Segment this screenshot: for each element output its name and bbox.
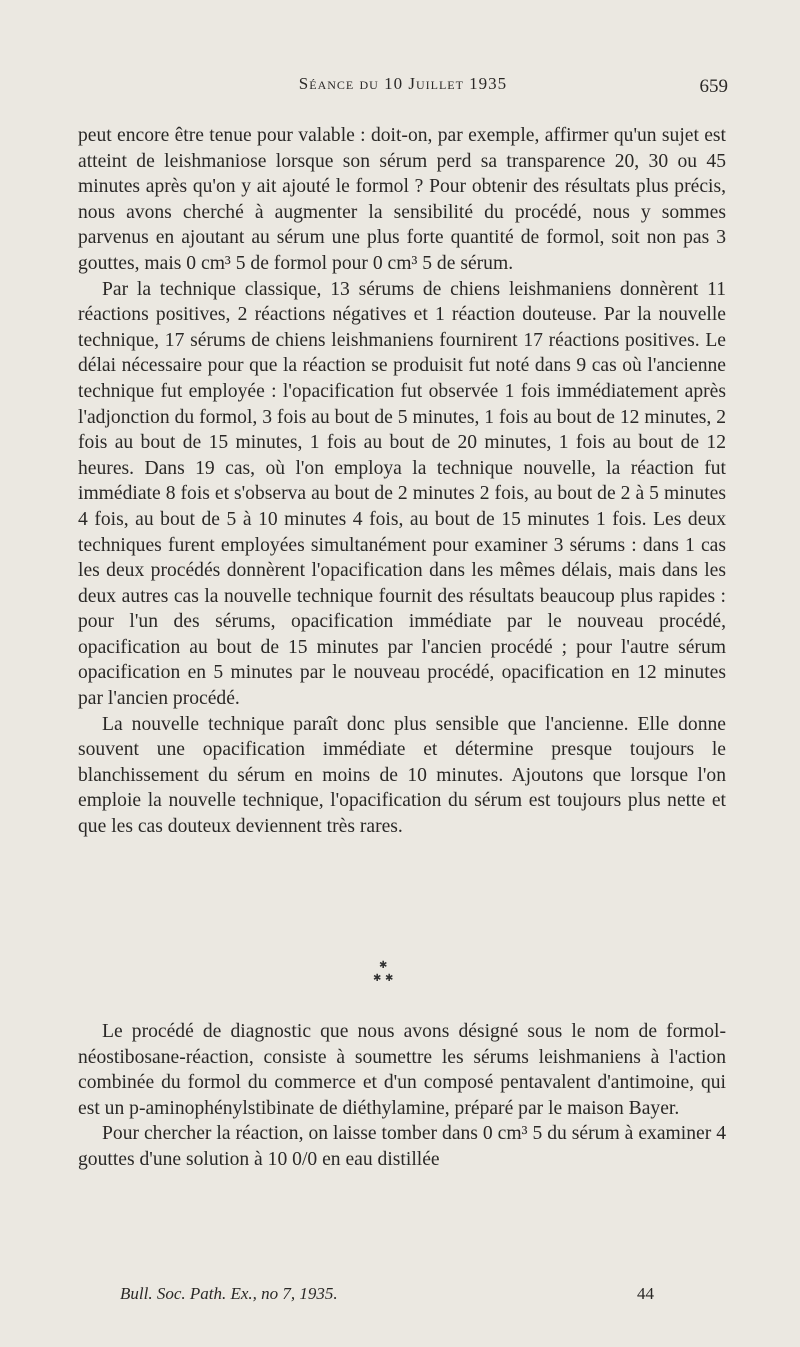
paragraph: La nouvelle technique paraît donc plus sensible que l'ancienne. Elle donne souvent une opacification immédiate et détermine presque toujours le blanchissement du sérum en moins de 10 minutes. Ajoutons que lorsque l'on emploie la nouvelle technique, l'opacification du sérum est toujours plus nette et que les cas douteux deviennent très rares. xyxy=(78,713,726,838)
paragraph: Pour chercher la réaction, on laisse tomber dans 0 cm³ 5 du sérum à examiner 4 gouttes d'une solution à 10 0/0 en eau distillée xyxy=(78,1123,726,1170)
paragraph-continued: peut encore être tenue pour valable : doit-on, par exemple, affirmer qu'un sujet est atteint de leishmaniose lorsque son sérum perd sa transparence 20, 30 ou 45 minutes après qu'on y ait ajouté le formol ? Pour obtenir des résultats plus précis, nous avons cherché à augmenter la sensibilité du procédé, nous y sommes parvenus en ajoutant au sérum une plus forte quantité de formol, soit non pas 3 gouttes, mais 0 cm³ 5 de formol pour 0 cm³ 5 de sérum. xyxy=(78,125,726,274)
signature-mark: 44 xyxy=(637,1284,654,1303)
page-header xyxy=(78,74,728,104)
running-title: Séance du 10 Juillet 1935 xyxy=(298,74,508,93)
journal-citation: Bull. Soc. Path. Ex., no 7, 1935. xyxy=(120,1284,338,1303)
asterisk-icon: ✱ xyxy=(373,973,382,984)
page-number: 659 xyxy=(699,76,728,97)
asterism-separator xyxy=(366,960,406,996)
section-text xyxy=(78,1019,726,1173)
page-footer xyxy=(120,1284,680,1308)
main-text xyxy=(78,123,726,840)
asterisk-icon: ✱ xyxy=(379,960,388,971)
asterisk-icon: ✱ xyxy=(385,973,394,984)
paragraph: Par la technique classique, 13 sérums de chiens leishmaniens donnèrent 11 réactions positives, 2 réactions négatives et 1 réaction douteuse. Par la nouvelle technique, 17 sérums de chiens leishmaniens fournirent 17 réactions positives. Le délai nécessaire pour que la réaction se produisit fut noté dans 9 cas où l'ancienne technique fut employée : l'opacification fut observée 1 fois immédiatement après l'adjonction du formol, 3 fois au bout de 5 minutes, 1 fois au bout de 12 minutes, 2 fois au bout de 15 minutes, 1 fois au bout de 20 minutes, 1 fois au bout de 12 heures. Dans 19 cas, où l'on employa la technique nouvelle, la réaction fut immédiate 8 fois et s'observa au bout de 2 minutes 2 fois, au bout de 2 à 5 minutes 4 fois, au bout de 5 à 10 minutes 4 fois, au bout de 15 minutes 1 fois. Les deux techniques furent employées simultanément pour examiner 3 sérums : dans 1 cas les deux procédés donnèrent l'opacification dans les mêmes délais, mais dans les deux autres cas la nouvelle technique fournit des résultats beaucoup plus rapides : pour l'un des sérums, opacification immédiate par le nouveau procédé, opacification au bout de 15 minutes par l'ancien procédé ; pour l'autre sérum opacification en 5 minutes par le nouveau procédé, opacification en 12 minutes par l'ancien procédé. xyxy=(78,278,726,710)
paragraph: Le procédé de diagnostic que nous avons désigné sous le nom de formol-néostibosane-réaction, consiste à soumettre les sérums leishmaniens à l'action combinée du formol du commerce et d'un composé pentavalent d'antimoine, qui est un p-aminophénylstibinate de diéthylamine, préparé par le maison Bayer. xyxy=(78,1021,726,1119)
